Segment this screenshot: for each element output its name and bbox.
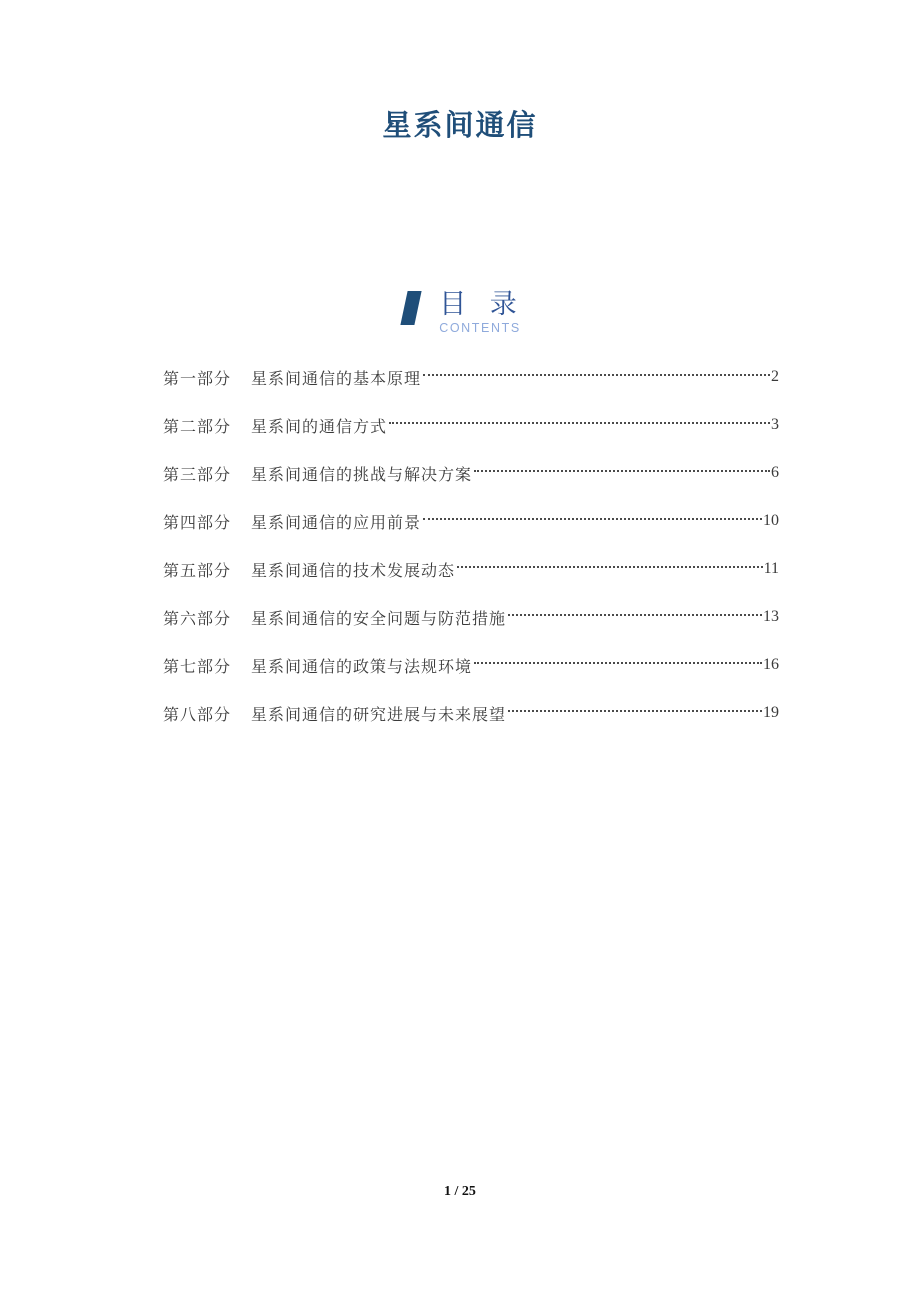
toc-entry[interactable] [163,593,779,641]
toc-entry[interactable] [163,641,779,689]
toc-entry[interactable] [163,401,779,449]
toc-header-text [439,286,525,335]
document-title: 星系间通信 [382,110,538,142]
toc-list [163,353,779,737]
toc-entry-label: 第三部分 [163,466,232,484]
toc-entry-label: 第六部分 [163,610,232,628]
toc-entry-label: 第一部分 [163,370,232,388]
dot-leader [423,518,762,520]
toc-entry-label: 第四部分 [163,514,232,532]
contents-logo-icon [395,286,433,348]
toc-entry[interactable] [163,449,779,497]
dot-leader [508,614,762,616]
toc-entry-page: 16 [763,655,779,673]
toc-entry-page: 6 [771,463,779,481]
toc-entry-page: 10 [763,511,779,529]
toc-entry-label: 第五部分 [163,562,232,580]
toc-entry-title: 星系间通信的技术发展动态 [251,562,456,580]
toc-entry-page: 19 [763,703,779,721]
toc-entry-page: 11 [763,559,779,577]
toc-entry-page: 13 [763,607,779,625]
toc-entry-title: 星系间通信的应用前景 [251,514,422,532]
toc-entry-page: 2 [771,367,779,385]
dot-leader [508,710,762,712]
toc-entry[interactable] [163,353,779,401]
dot-leader [474,662,762,664]
dot-leader [389,422,770,424]
dot-leader [457,566,763,568]
toc-entry-title: 星系间通信的基本原理 [251,370,422,388]
toc-entry-title: 星系间通信的政策与法规环境 [251,658,473,676]
toc-entry-title: 星系间通信的安全问题与防范措施 [251,610,507,628]
toc-header [0,286,920,348]
toc-entry[interactable] [163,497,779,545]
toc-subheading: CONTENTS [439,321,521,336]
dot-leader [474,470,770,472]
toc-entry-title: 星系间的通信方式 [251,418,388,436]
toc-entry-label: 第七部分 [163,658,232,676]
dot-leader [423,374,770,376]
page-number-footer: 1 / 25 [444,1184,476,1199]
toc-entry-title: 星系间通信的挑战与解决方案 [251,466,473,484]
logo-dark-bar [401,291,422,325]
toc-entry-label: 第二部分 [163,418,232,436]
toc-entry-page: 3 [771,415,779,433]
toc-entry-label: 第八部分 [163,706,232,724]
toc-heading: 目 录 [439,289,525,319]
toc-entry-title: 星系间通信的研究进展与未来展望 [251,706,507,724]
toc-entry[interactable] [163,545,779,593]
toc-entry[interactable] [163,689,779,737]
